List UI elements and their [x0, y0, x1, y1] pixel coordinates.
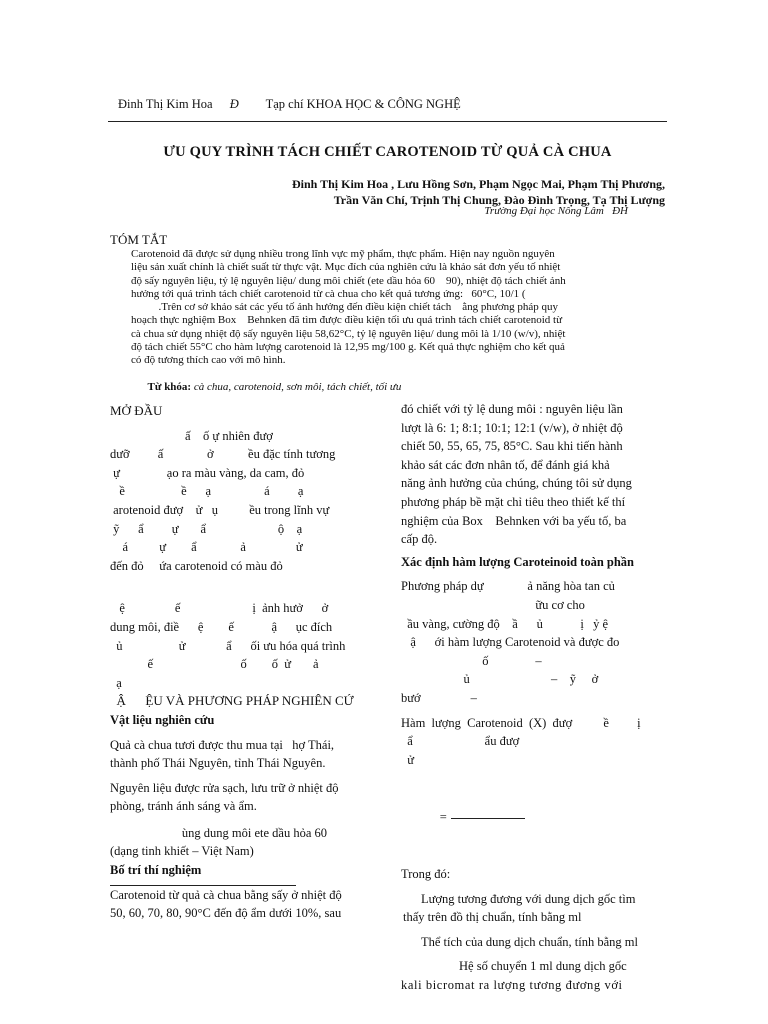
header-journal: Tạp chí KHOA HỌC & CÔNG NGHỆ — [265, 97, 461, 111]
determination-heading: Xác định hàm lượng Caroteinoid toàn phần — [401, 554, 634, 569]
abstract-line: độ tách chiết 55°C cho hàm lượng carotenoid là 12,95 mg/100 g. Kết quả thực nghiệm cho kết quả — [131, 341, 565, 354]
method-line: năng ảnh hưởng của chúng, chúng tôi sử dụng — [401, 476, 632, 491]
intro-line: á ự ẩ ả ử — [110, 540, 303, 555]
where3-line: kali bicromat ra lượng tương đương với — [401, 978, 623, 993]
determination-line: Phương pháp dự ả năng hòa tan củ — [401, 579, 615, 594]
intro-line: ỹ ẩ ự ẩ ộ ạ — [110, 521, 303, 536]
content-line: ẩ ẩu đượ — [401, 734, 520, 749]
determination-line: bướ – — [401, 690, 477, 705]
design-line: Carotenoid từ quả cà chua bằng sấy ở nhiệt độ — [110, 887, 342, 902]
method-line: nghiệm của Box Behnken với ba yếu tố, ba — [401, 513, 627, 528]
footnote-rule — [110, 885, 296, 886]
header-mark: Đ — [229, 97, 239, 111]
intro2-line: ế ố ố ử ả — [110, 657, 319, 672]
intro-line: ề ề ạ á ạ — [110, 484, 304, 499]
author-line: Trần Văn Chí, Trịnh Thị Chung, Đào Đình Trọng, Tạ Thị Lượng — [333, 193, 665, 207]
affiliation: Trường Đại học Nông Lâm ĐH — [484, 205, 628, 217]
determination-line: ữu cơ cho — [401, 597, 585, 612]
intro-line: ấ ố ự nhiên đượ — [110, 428, 273, 443]
intro-line: đến đỏ ứa carotenoid có màu đỏ — [110, 558, 283, 573]
author-list — [185, 176, 665, 208]
intro-line: ự ạo ra màu vàng, da cam, đỏ — [110, 465, 305, 480]
materials-heading: Vật liệu nghiên cứu — [110, 712, 215, 727]
abstract-line: Carotenoid đã được sử dụng nhiều trong lĩnh vực mỹ phẩm, thực phẩm. Hiện nay nguồn nguyên — [131, 248, 555, 260]
fraction-bar — [451, 818, 525, 819]
method-line: đó chiết với tỷ lệ dung môi : nguyên liệu lần — [401, 402, 623, 416]
methods-heading: Ậ ỆU VÀ PHƯƠNG PHÁP NGHIÊN CỨ — [110, 693, 354, 709]
header-author: Đinh Thị Kim Hoa — [118, 97, 213, 111]
abstract-line: liệu sản xuất chính là chiết suất từ thực vật. Mục đích của nghiên cứu là khảo sát đơn yếu tố nhiệt — [131, 261, 561, 274]
solvent-line: ùng dung môi ete dầu hỏa 60 — [110, 825, 327, 840]
intro2-line: ệ ế ị ảnh hưở ở — [110, 601, 329, 616]
abstract-line: hoạch thực nghiệm Box Behnken đã tìm được điều kiện tối ưu quá trình tách chiết carotenoid từ — [131, 314, 563, 327]
method-line: phương pháp bề mặt chỉ tiêu theo thiết kế thí — [401, 494, 626, 509]
intro-line: arotenoid đượ ử ụ ều trong lĩnh vự — [110, 502, 330, 517]
method-line: lượt là 6: 1; 8:1; 10:1; 12:1 (v/w), ở nhiệt độ — [401, 420, 623, 435]
keywords-text: cà chua, carotenoid, sơn môi, tách chiết, tối ưu — [191, 380, 402, 393]
equals-sign: = — [439, 809, 447, 824]
abstract-line: độ sấy nguyên liệu, tỷ lệ nguyên liệu/ dung môi chiết (ete dầu hỏa 60 90), nhiệt độ tách chiết ảnh — [131, 274, 566, 287]
intro-heading: MỞ ĐẦU — [110, 403, 163, 418]
determination-line: ủ – ỹ ở — [401, 672, 599, 687]
abstract-line: cà chua sử dụng nhiệt độ sấy nguyên liệu 58,62°C, tỷ lệ nguyên liệu/ dung môi là 1/10 (w/v), nhiệt — [131, 327, 566, 340]
method-line: cấp độ. — [401, 532, 438, 547]
equation — [401, 789, 667, 845]
abstract-line: có độ tương thích cao với mô hình. — [131, 354, 286, 367]
content-line: ử — [401, 752, 415, 767]
header-rule — [108, 121, 667, 122]
where-line: Lượng tương đương với dung dịch gốc tìm — [421, 891, 636, 906]
materials-line: thành phố Thái Nguyên, tỉnh Thái Nguyên. — [110, 756, 326, 771]
where2-line: Thể tích của dung dịch chuẩn, tính bằng ml — [421, 934, 638, 949]
right-column — [401, 400, 667, 995]
left-column — [110, 402, 376, 923]
materials-line: Quả cà chua tươi được thu mua tại hợ Thái, — [110, 737, 335, 752]
abstract-heading: TÓM TẮT — [110, 232, 168, 247]
where3-line: Hệ số chuyển 1 ml dung dịch gốc — [459, 959, 627, 974]
solvent-line: (dạng tinh khiết – Việt Nam) — [110, 844, 254, 859]
intro2-line: ủ ử ẩ ối ưu hóa quá trình — [110, 638, 346, 653]
content-line: Hàm lượng Carotenoid (X) đượ ề ị — [401, 715, 641, 730]
intro-line: dưỡ ấ ở ều đặc tính tương — [110, 447, 336, 462]
abstract-line: hưởng tới quá trình tách chiết carotenoid từ cà chua cho kết quả tương ứng: 60°C, 10/1 ( — [131, 287, 526, 300]
determination-line: ầu vàng, cường độ ầ ủ ị ỷ ệ — [401, 616, 609, 631]
design-line: 50, 60, 70, 80, 90°C đến độ ẩm dưới 10%, sau — [110, 906, 342, 921]
keywords-label: Từ khóa: — [147, 380, 192, 393]
design-heading: Bố trí thí nghiệm — [110, 863, 202, 878]
paper-title: ƯU QUY TRÌNH TÁCH CHIẾT CAROTENOID TỪ QUẢ CÀ CHUA — [163, 144, 612, 160]
where-line: thấy trên đồ thị chuẩn, tính bằng ml — [403, 910, 582, 925]
intro2-line: ạ — [110, 675, 122, 690]
intro2-line: dung môi, điề ệ ế ậ ục đích — [110, 619, 333, 634]
where-label: Trong đó: — [401, 867, 451, 882]
abstract — [131, 248, 644, 408]
storage-line: Nguyên liệu được rửa sạch, lưu trữ ở nhiệt độ — [110, 780, 339, 795]
storage-line: phòng, tránh ánh sáng và ẩm. — [110, 799, 257, 814]
author-line: Đinh Thị Kim Hoa , Lưu Hồng Sơn, Phạm Ngọc Mai, Phạm Thị Phương, — [292, 177, 665, 191]
running-header — [118, 97, 475, 112]
method-line: khảo sát các đơn nhân tố, để đánh giá khả — [401, 457, 610, 472]
determination-line: ố – — [401, 653, 542, 668]
determination-line: ậ ới hàm lượng Carotenoid và được đo — [401, 635, 620, 650]
abstract-line: .Trên cơ sở khảo sát các yếu tố ảnh hưởng đến điều kiện chiết tách ằng phương pháp quy — [131, 301, 559, 314]
method-line: chiết 50, 55, 65, 75, 85°C. Sau khi tiến hành — [401, 439, 623, 454]
